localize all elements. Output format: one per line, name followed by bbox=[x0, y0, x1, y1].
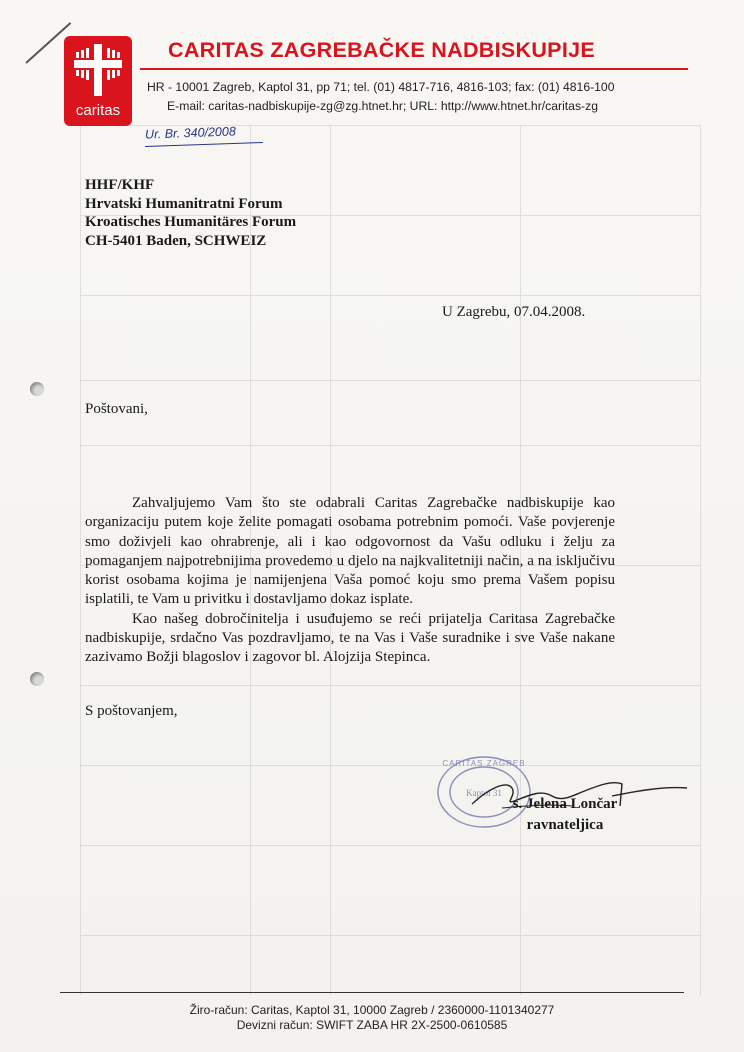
svg-text:CARITAS ZAGREB: CARITAS ZAGREB bbox=[442, 759, 526, 768]
reference-number: Ur. Br. 340/2008 bbox=[144, 124, 237, 142]
foreign-account-line: Devizni račun: SWIFT ZABA HR 2X-2500-0610585 bbox=[236, 1018, 508, 1032]
recipient-line: Kroatisches Humanitäres Forum bbox=[85, 214, 297, 230]
closing: S poštovanjem, bbox=[85, 703, 178, 719]
svg-text:Kaptol 31: Kaptol 31 bbox=[466, 788, 502, 798]
body-paragraph: Kao našeg dobročinitelja i usuđujemo se reći prijatelja Caritasa Zagrebačke nadbiskupije, srdačno Vas pozdravljamo, te na Vas i Vaše suradnike i sve Vaše nakane zazivamo Božji blagoslov i zagovor bl. Alojzija Stepinca. bbox=[85, 610, 615, 666]
footer-rule bbox=[60, 992, 684, 993]
logo-wordmark: caritas bbox=[75, 102, 121, 119]
salutation: Poštovani, bbox=[85, 401, 148, 417]
recipient-line: Hrvatski Humanitratni Forum bbox=[85, 195, 283, 212]
email-url-line: E-mail: caritas-nadbiskupije-zg@zg.htnet.hr; URL: http://www.htnet.hr/caritas-zg bbox=[167, 99, 598, 113]
letter-date: U Zagrebu, 07.04.2008. bbox=[442, 304, 586, 320]
organization-name: CARITAS ZAGREBAČKE NADBISKUPIJE bbox=[168, 38, 595, 62]
bank-account-line: Žiro-račun: Caritas, Kaptol 31, 10000 Zagreb / 2360000-1101340277 bbox=[189, 1003, 555, 1017]
letter-body bbox=[85, 494, 615, 668]
body-paragraph: Zahvaljujemo Vam što ste odabrali Caritas Zagrebačke nadbiskupije kao organizaciju putem koje želite pomagati osobama potrebnim pomoći. Vaše povjerenje smo doživjeli kao ohrabrenje, ali i kao odgovornost da Vašu odluku i želju za pomaganjem najpotrebnijima provedemo u djelo na najkvalitetniji način, a na isključivu korist osobama kojima je namijenjena Vaša pomoć koju smo prema Vašem popisu isplatili, te Vam u privitku i dostavljamo dokaz isplate. bbox=[85, 495, 615, 608]
signatory-block bbox=[503, 794, 627, 836]
caritas-cross-icon bbox=[72, 42, 124, 98]
recipient-address bbox=[85, 176, 296, 250]
header-rule bbox=[140, 68, 688, 70]
caritas-logo bbox=[64, 36, 132, 126]
signatory-title: ravnateljica bbox=[526, 817, 604, 833]
address-line: HR - 10001 Zagreb, Kaptol 31, pp 71; tel. (01) 4817-716, 4816-103; fax: (01) 4816-100 bbox=[147, 80, 615, 94]
signatory-name: s. Jelena Lončar bbox=[512, 796, 618, 812]
punch-hole bbox=[30, 382, 44, 396]
recipient-line: HHF/KHF bbox=[85, 177, 155, 193]
recipient-line: CH-5401 Baden, SCHWEIZ bbox=[85, 232, 267, 249]
punch-hole bbox=[30, 672, 44, 686]
